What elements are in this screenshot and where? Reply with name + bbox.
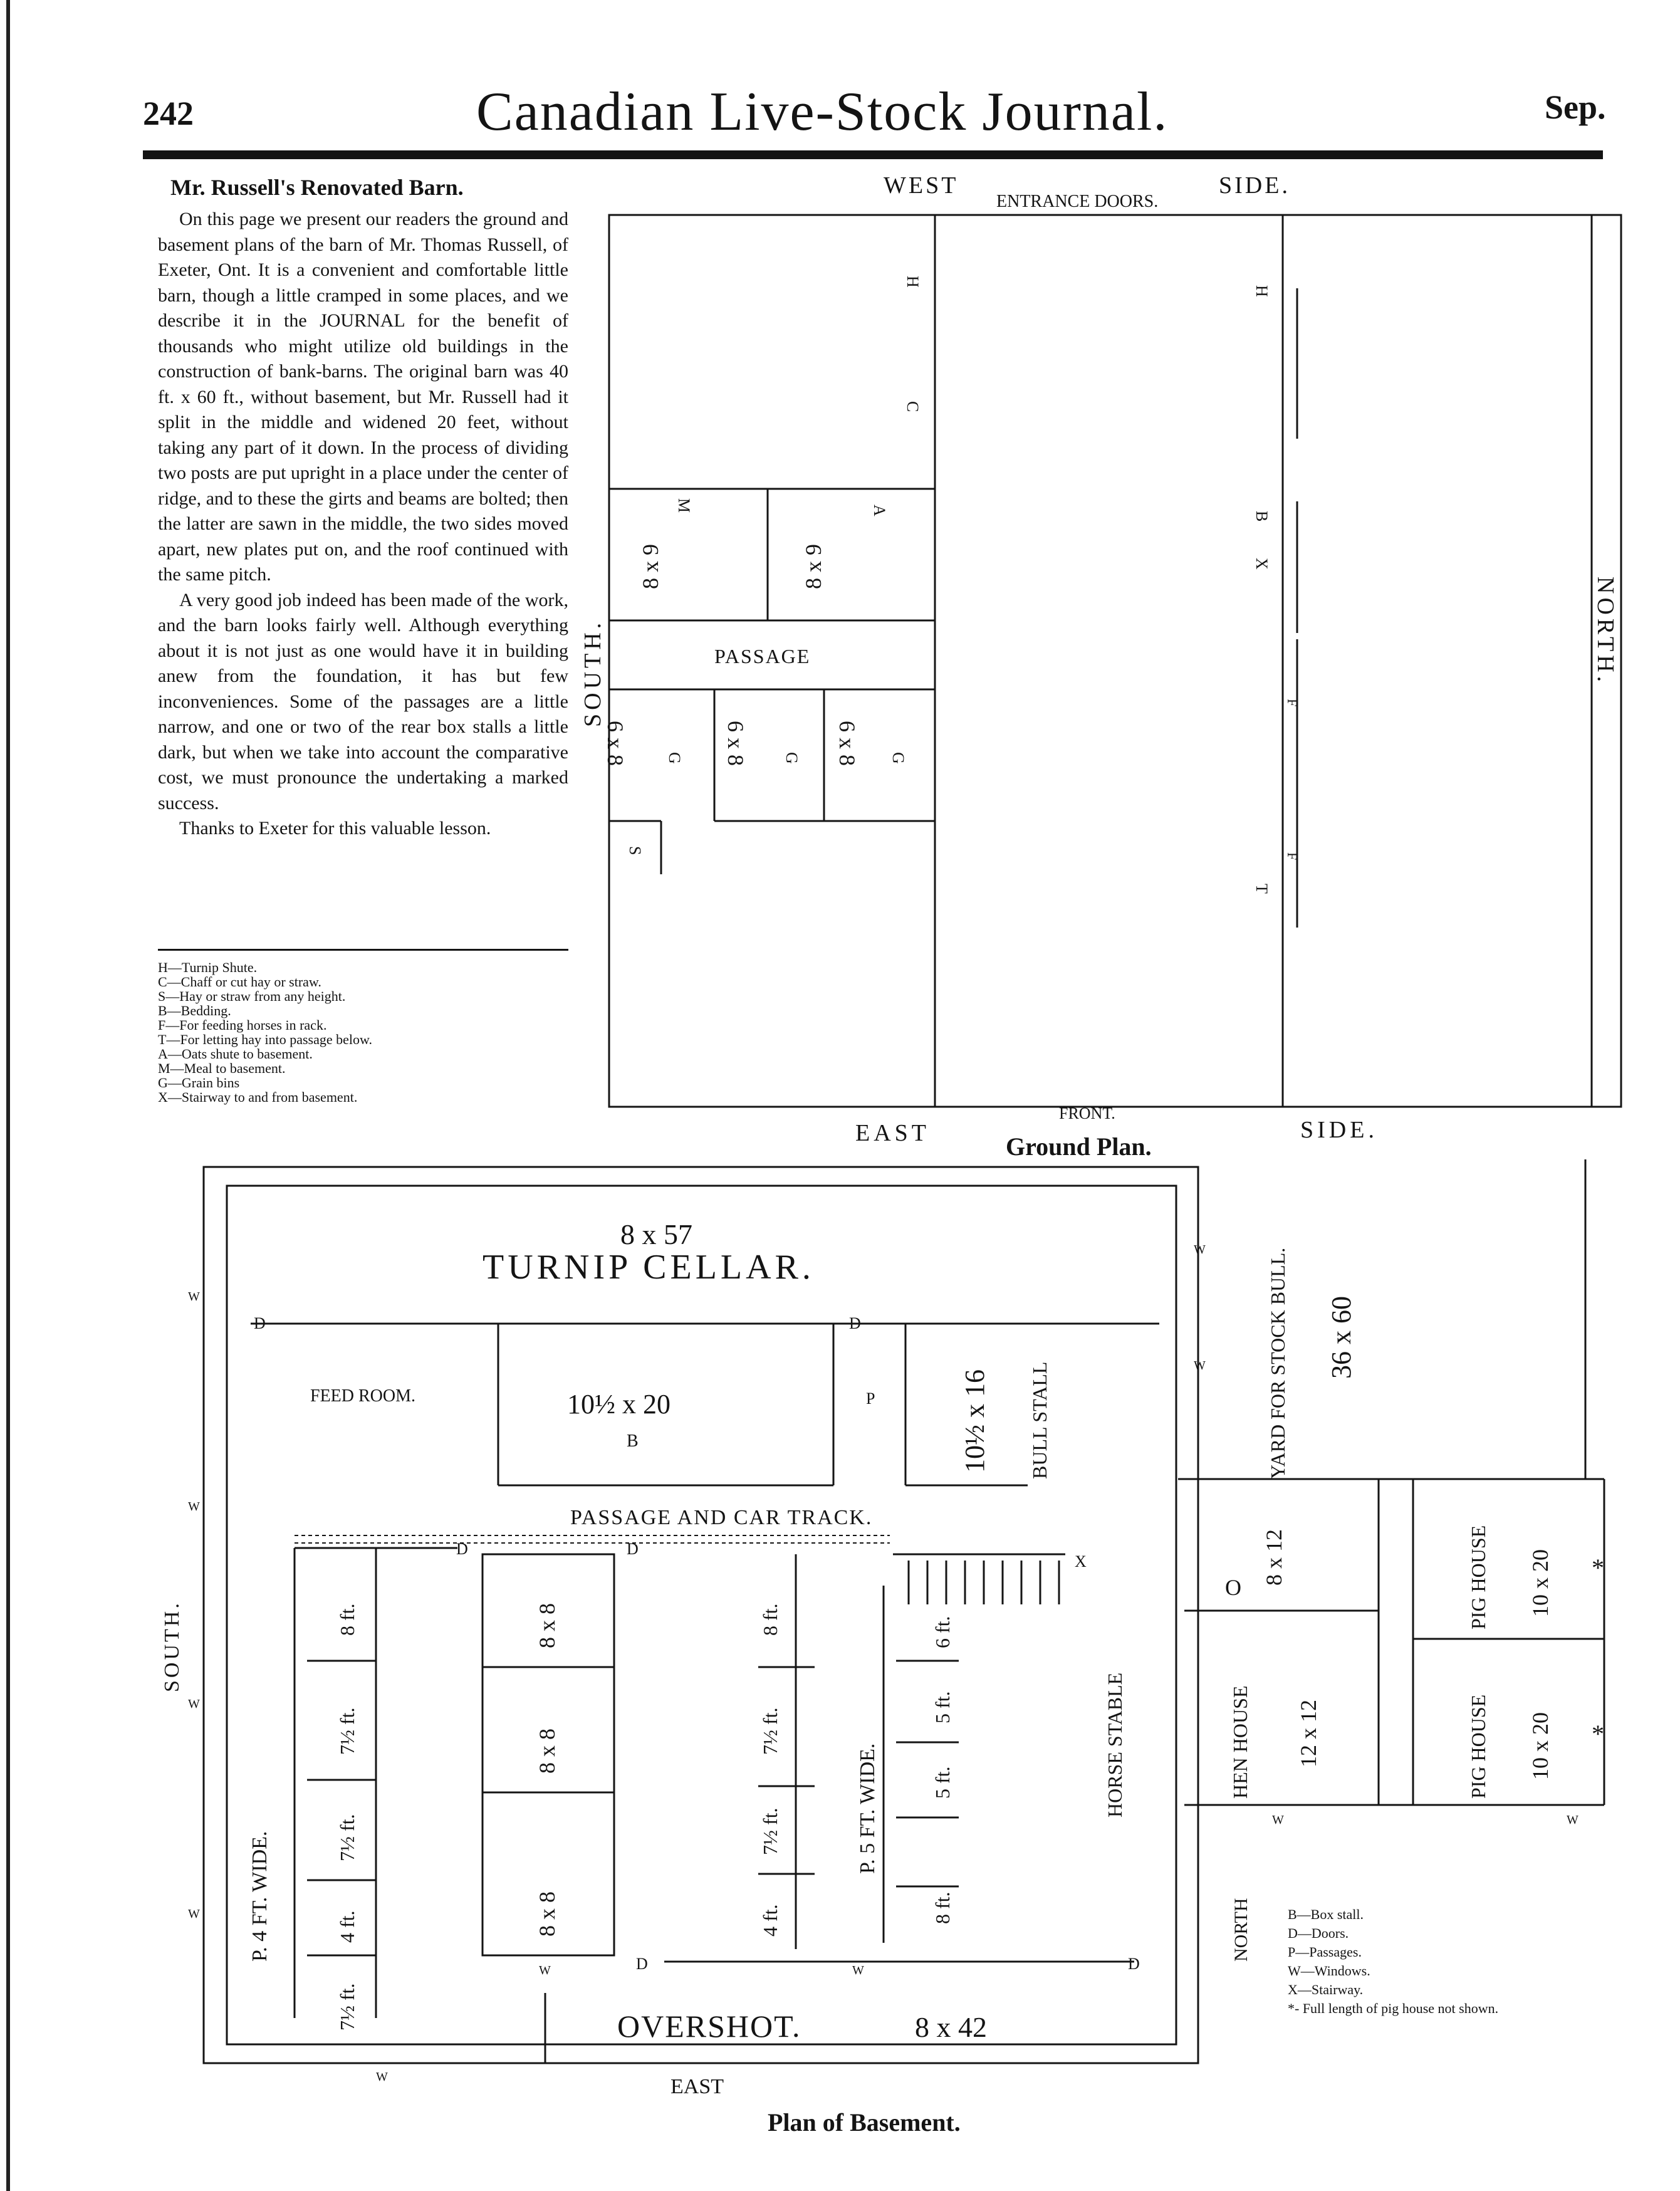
meal-letter: M (675, 498, 693, 513)
overshot-size: 8 x 42 (915, 2011, 987, 2043)
legend-item: G—Grain bins (158, 1075, 240, 1090)
ground-plan-labels (580, 172, 1619, 1161)
basement-legend-item: D—Doors. (1288, 1925, 1349, 1941)
entrance-doors-label: ENTRANCE DOORS. (996, 192, 1159, 211)
basement-legend-item: P—Passages. (1288, 1944, 1362, 1960)
horse-stable-label: HORSE STABLE (1103, 1672, 1126, 1817)
hen-house-size: 8 x 12 (1261, 1529, 1286, 1586)
basement-east-label: EAST (670, 2075, 724, 2098)
oats-shute-letter: A (870, 505, 889, 516)
horse-stall-width: 8 ft. (931, 1891, 954, 1924)
legend-item: H—Turnip Shute. (158, 960, 258, 975)
window-letter: W (376, 2070, 388, 2084)
door-letter: D (254, 1314, 266, 1332)
window-letter: W (1194, 1243, 1206, 1257)
front-label: FRONT. (1059, 1104, 1115, 1122)
basement-plan-labels (160, 1218, 1604, 2136)
stall-width: 4 ft. (336, 1910, 358, 1943)
stall-width: 8 ft. (759, 1603, 781, 1636)
turnip-shute-letter: H (904, 276, 922, 288)
basement-legend-item: B—Box stall. (1288, 1906, 1364, 1922)
door-letter: D (456, 1540, 468, 1558)
horse-stall-width: 6 ft. (931, 1616, 954, 1648)
pig-house-size: 10 x 20 (1528, 1549, 1553, 1617)
grain-bin-letter: G (783, 752, 801, 764)
hen-house-size: 12 x 12 (1296, 1700, 1321, 1767)
bin-size-label: 8 x 9 (638, 544, 663, 589)
window-letter: W (188, 1500, 200, 1514)
basement-legend (1288, 1906, 1498, 2016)
door-letter: D (627, 1540, 639, 1558)
hay-passage-letter: T (1253, 884, 1271, 894)
grain-bin-label: 6 x 8 (835, 721, 860, 766)
turnip-cellar-size: 8 x 57 (620, 1218, 692, 1250)
pig-house-star: * (1592, 1720, 1604, 1748)
bin-size-label: 8 x 9 (801, 544, 826, 589)
pig-house-label: PIG HOUSE (1467, 1694, 1490, 1799)
legend-item: A—Oats shute to basement. (158, 1046, 313, 1062)
window-letter: W (188, 1907, 200, 1921)
hay-letter: S (626, 846, 644, 855)
passage-5ft-label: P. 5 FT. WIDE. (856, 1743, 879, 1874)
door-letter: D (1128, 1955, 1140, 1973)
turnip-cellar-label: TURNIP CELLAR. (483, 1248, 815, 1287)
passage-label: PASSAGE (714, 645, 811, 667)
hen-house-opening-letter: O (1225, 1575, 1241, 1600)
ground-side-label: SIDE. (1219, 172, 1290, 199)
grain-bin-label: 6 x 8 (603, 721, 628, 766)
basement-legend-item: *- Full length of pig house not shown. (1288, 2000, 1499, 2016)
journal-title: Canadian Live-Stock Journal. (476, 81, 1169, 142)
basement-legend-item: W—Windows. (1288, 1963, 1370, 1979)
window-letter: W (852, 1964, 864, 1977)
stall-width: 7½ ft. (759, 1707, 781, 1755)
pig-house-size: 10 x 20 (1528, 1712, 1553, 1780)
grain-bin-letter: G (665, 752, 684, 764)
ground-south-label: SOUTH. (580, 619, 606, 727)
box-stall-size: 8 x 8 (535, 1603, 560, 1648)
bedding-letter: B (1253, 511, 1271, 522)
pig-house-star: * (1592, 1554, 1604, 1582)
stall-width: 7½ ft. (336, 1983, 358, 2031)
legend-item: T—For letting hay into passage below. (158, 1032, 372, 1047)
stairway-letter: X (1075, 1552, 1087, 1571)
ground-west-label: WEST (884, 172, 959, 199)
feed-room-label: FEED ROOM. (310, 1386, 416, 1406)
door-letter: D (849, 1314, 861, 1332)
stall-width: 7½ ft. (336, 1814, 358, 1861)
hen-house-label: HEN HOUSE (1229, 1685, 1251, 1799)
article-paragraph-1: On this page we present our readers the ground and basement plans of the barn of Mr. Thomas Russell, of Exeter, Ont. It is a convenient and comfortable little barn, though a little cramped in some places, and we describe it in the JOURNAL for the benefit of thousands who might utilize old buildings in the construction of bank-barns. The original barn was 40 ft. x 60 ft., without basement, but Mr. Russell had it split in the middle and widened 20 feet, without taking any part of it down. In the process of dividing two posts are put upright in a place under the center of ridge, and to these the girts and beams are bolted; then the latter are sawn in the middle, the two sides moved apart, new plates put on, and the roof continued with the same pitch. (158, 209, 568, 585)
article-paragraph-3: Thanks to Exeter for this valuable lesson. (179, 818, 491, 839)
horse-stall-width: 5 ft. (931, 1691, 954, 1723)
window-letter: W (1272, 1813, 1284, 1827)
ground-plan-caption: Ground Plan. (1006, 1132, 1152, 1161)
stairway-letter: X (1253, 558, 1271, 570)
stairway-steps (909, 1561, 1059, 1604)
door-letter: D (636, 1955, 648, 1973)
legend-item: C—Chaff or cut hay or straw. (158, 974, 321, 990)
stall-width: 7½ ft. (759, 1807, 781, 1855)
feed-rack-letter: F (1285, 699, 1300, 707)
legend-item: M—Meal to basement. (158, 1060, 286, 1076)
horse-stall-width: 5 ft. (931, 1766, 954, 1799)
basement-north-label: NORTH (1231, 1898, 1251, 1962)
box-stall-size: 10½ x 20 (567, 1389, 670, 1420)
window-letter: W (1567, 1813, 1578, 1827)
bull-stall-label: BULL STALL (1028, 1361, 1051, 1479)
window-letter: W (188, 1290, 200, 1304)
yard-size: 36 x 60 (1326, 1296, 1357, 1379)
passage-4ft-label: P. 4 FT. WIDE. (248, 1831, 271, 1962)
basement-south-label: SOUTH. (160, 1601, 184, 1692)
chaff-letter: C (904, 401, 922, 412)
ground-north-label: NORTH. (1592, 577, 1619, 686)
ground-side-bottom-label: SIDE. (1300, 1117, 1378, 1143)
box-stall-letter: B (627, 1431, 639, 1451)
window-letter: W (1194, 1359, 1206, 1373)
issue-month: Sep. (1545, 88, 1606, 126)
basement-plan-caption: Plan of Basement. (768, 2108, 961, 2136)
pig-house-label: PIG HOUSE (1467, 1525, 1490, 1629)
basement-inner-wall (227, 1186, 1176, 2044)
box-stall-size: 8 x 8 (535, 1728, 560, 1774)
bull-stall-size: 10½ x 16 (959, 1369, 990, 1473)
feed-rack-letter: F (1285, 852, 1300, 860)
page-number: 242 (143, 95, 194, 132)
grain-bin-letter: G (889, 752, 907, 764)
stall-width: 4 ft. (759, 1904, 781, 1937)
ground-east-label: EAST (855, 1120, 930, 1146)
box-stall-size: 8 x 8 (535, 1891, 560, 1937)
stall-width: 7½ ft. (336, 1707, 358, 1755)
legend-item: X—Stairway to and from basement. (158, 1089, 358, 1105)
passage-letter: P (866, 1389, 875, 1408)
window-letter: W (188, 1697, 200, 1711)
stall-width: 8 ft. (336, 1603, 358, 1636)
overshot-label: OVERSHOT. (617, 2009, 801, 2044)
turnip-shute-letter: H (1253, 285, 1271, 297)
legend-item: B—Bedding. (158, 1003, 231, 1018)
basement-legend-item: X—Stairway. (1288, 1982, 1364, 1997)
legend-item: F—For feeding horses in rack. (158, 1017, 327, 1033)
basement-plan (204, 1159, 1604, 2063)
legend-item: S—Hay or straw from any height. (158, 988, 346, 1004)
window-letter: W (539, 1964, 551, 1977)
grain-bin-label: 6 x 8 (723, 721, 748, 766)
article-paragraph-2: A very good job indeed has been made of the work, and the barn looks fairly well. Although everything about it is not just as one would have it in building anew from the foundation, it has but few inconveniences. Some of the passages are a little narrow, and one or two of the rear box stalls a little dark, but when we take into account the comparative cost, we must pronounce the undertaking a marked success. (158, 589, 568, 813)
yard-label: YARD FOR STOCK BULL. (1266, 1247, 1289, 1479)
article-title: Mr. Russell's Renovated Barn. (170, 175, 464, 200)
car-track (295, 1535, 890, 1543)
passage-track-label: PASSAGE AND CAR TRACK. (570, 1506, 873, 1529)
